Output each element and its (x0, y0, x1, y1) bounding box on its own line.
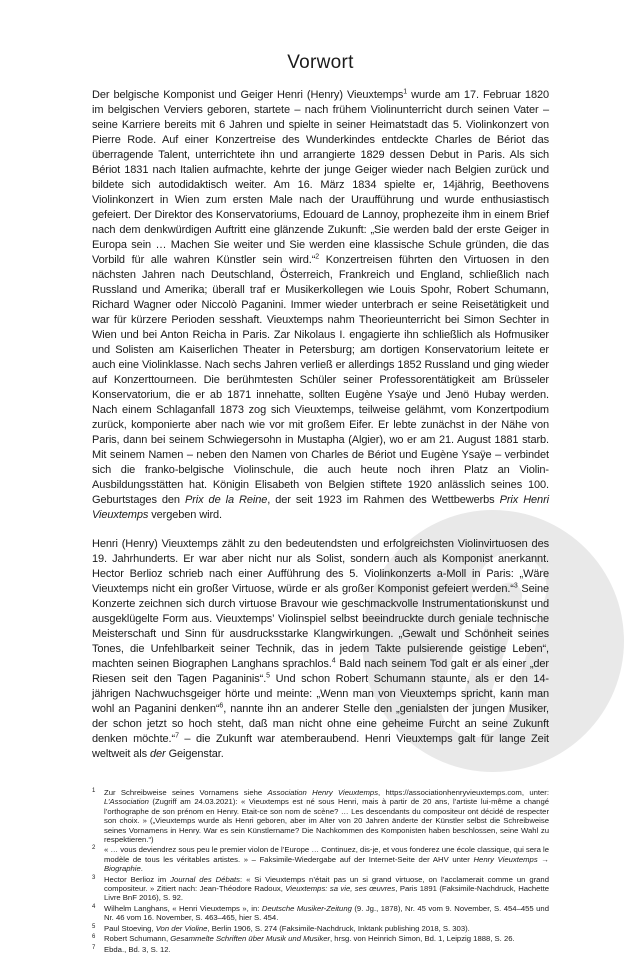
footnote-number: 2 (92, 845, 96, 852)
footnote (92, 904, 549, 923)
text-run: Und schon Robert Schumann staunte, als er den 14-jährigen Nachwuchsgeiger hörte und meinte: „Wenn man von Vieuxtemps spricht, kann man wohl an Paganini denken“ (92, 673, 549, 715)
italic-text: Prix de la Reine (184, 494, 268, 506)
text-run: , Paris 1891 (Faksimile-Nachdruck, Hachette Livre BnF 2016), S. 92. (104, 884, 549, 903)
footnote-ref: 2 (315, 253, 320, 261)
italic-text: Prix Henri Vieuxtemps (92, 494, 549, 521)
text-run: Der belgische Komponist und Geiger Henri (Henry) Vieuxtemps (92, 89, 404, 101)
text-run: Konzertreisen führten den Virtuosen in den nächsten Jahren nach Deutschland, Österreich, Frankreich und England, schließlich nach Russland und Amerika; überall traf er Musikerkollegen wie Louis Spohr, Robert Schumann, Richard Wagner oder Niccolò Paganini. Immer wieder unterbrach er seine Reisetätigkeit und war für kürzere Perioden sesshaft. Vieuxtemps nahm Theorieunterricht bei Simon Sechter in Wien und bei Anton Reicha in Paris. Zar Nikolaus I. engagierte ihn schließlich als Hofmusiker und Solisten am Kaiserlichen Theater in Petersburg; am dortigen Konservatorium leitete er auch eine Violinklasse. Nach sechs Jahren verließ er allerdings 1852 Russland und ging wieder auf Konzerttourneen. Die berühmtesten Schüler seiner Professorentätigkeit am Brüsseler Konservatorium, die er ab 1871 innehatte, sollten Eugène Ysaÿe und Jenö Hubay werden. Nach einem Schlaganfall 1873 zog sich Vieuxtemps, teilweise gelähmt, vom Konzertpodium zurück, komponierte aber nach wie vor mit großem Eifer. Er lebte zunächst in der Nähe von Paris, dann bei seinem Schwiegersohn in Mustapha (Algier), wo er am 21. August 1881 starb. Mit seinem Namen – neben den Namen von Charles de Bériot und Eugène Ysaÿe – verbindet sich die franko-belgische Violinschule, die auch heute noch ihren Platz an Violin-Ausbildungsstätten hat. Königin Elisabeth von Belgien stiftete 1920 anlässlich seines 100. Geburtstages den (92, 254, 549, 506)
italic-text: Von der Violine (155, 923, 208, 933)
paragraph (92, 537, 549, 762)
text-run: Wilhelm Langhans, « Henri Vieuxtemps », in: (104, 903, 262, 913)
text-run: Henri (Henry) Vieuxtemps zählt zu den bedeutendsten und erfolgreichsten Violinvirtuosen des 19. Jahrhunderts. Er war aber nicht nur als Solist, sondern auch als Komponist anerkannt. Hector Berlioz schrieb nach einer Aufführung des 5. Violinkonzerts a-Moll in Paris: „Wäre Vieuxtemps nicht ein großer Virtuose, würde er als großer Komponist gefeiert werden.“ (92, 538, 549, 595)
text-run: Paul Stoeving, (104, 923, 156, 933)
footnote (92, 875, 549, 903)
footnote-ref: 5 (266, 672, 270, 680)
footnote (92, 934, 549, 943)
footnote-number: 5 (92, 923, 96, 930)
footnotes (92, 788, 549, 954)
text-run: Bald nach seinem Tod galt er als einer „der Riesen seit den Tagen Paganinis“. (92, 658, 549, 685)
text-run: Seine Konzerte zeichnen sich durch virtuose Bravour wie geschmackvolle Instrumentationskunst und ausgeklügelte Form aus. Vieuxtemps’ Violinspiel selbst beeindruckte durch geniale technische Meisterschaft und Sinn für ausdrucksstarke Klangwirkungen. „Gewalt und Schönheit seines Tones, die Unfehlbarkeit seiner Technik, das in jedem Takte pulsierende geistige Leben“, machten seinen Biographen Langhans sprachlos. (92, 583, 549, 670)
italic-text: der (150, 748, 166, 760)
footnote (92, 924, 549, 933)
paragraph (92, 88, 549, 523)
footnote (92, 945, 549, 954)
footnote-number: 4 (92, 903, 96, 910)
text-run: : « Si Vieuxtemps n’était pas un si grand virtuose, on l’acclamerait comme un grand compositeur. » Zitiert nach: Jean-Théodore Radoux, (104, 874, 549, 894)
text-run: Geigenstar. (165, 748, 224, 760)
text-run: Ebda., Bd. 3, S. 12. (104, 944, 171, 954)
footnote (92, 788, 549, 844)
text-run: , https://associationhenryvieuxtemps.com, unter: (378, 788, 549, 797)
text-run: « … vous deviendrez sous peu le premier violon de l’Europe … Continuez, dis-je, et vous fonderez une école classique, qui sera le modèle de tous les véritables artistes. » – Faksimile-Wiedergabe auf der Internet-Seite der AHV unter (104, 845, 549, 864)
footnote-ref: 3 (513, 582, 518, 590)
italic-text: Deutsche Musiker-Zeitung (261, 903, 352, 913)
text-run: Hector Berlioz im (104, 874, 171, 884)
italic-text: Association Henry Vieuxtemps (267, 788, 379, 797)
text-run: , der seit 1923 im Rahmen des Wettbewerbs (267, 494, 500, 506)
text-run: Robert Schumann, (104, 934, 171, 944)
italic-text: Journal des Débats (170, 874, 240, 884)
italic-text: Gesammelte Schriften über Musik und Musiker (170, 934, 331, 944)
text-run: Zur Schreibweise seines Vornamens siehe (104, 788, 268, 797)
text-run: – die Zukunft war atemberaubend. Henri Vieuxtemps galt für lange Zeit weltweit als (92, 733, 549, 760)
text-run: (Zugriff am 24.03.2021): « Vieuxtemps est né sous Henri, mais à partir de 20 ans, l’artiste lui-même a changé l’orthographe de son prénom en Henry. Etait-ce son nom de scène? … Les descendants du compositeur ont décidé de respecter son choix. » („Vieuxtemps wurde als Henri geboren, aber im Alter von 20 Jahren änderte der Künstler selbst die Schreibweise seines Vornamens in Henry. War es sein Künstlername? Die Nachkommen des Komponisten haben beschlossen, seine Wahl zu respektieren.“) (104, 797, 549, 845)
text-run: . (140, 864, 143, 874)
text-run: , nannte ihn an anderer Stelle den „genialsten der jungen Musiker, der schon jetzt so hoch steht, daß man nicht ohne eine geheime Furcht an seine Zukunft denken möchte.“ (92, 703, 549, 745)
footnote-number: 3 (92, 874, 96, 881)
text-run: wurde am 17. Februar 1820 im belgischen Verviers geboren, startete – nach frühem Violinunterricht durch seinen Vater – seine Karriere bereits mit 6 Jahren und spielte in seiner Heimatstadt das 5. Violinkonzert von Pierre Rode. Auf einer Konzertreise des Wunderkindes entdeckte Charles de Bériot das überragende Talent, unterrichtete ihn und arrangierte 1829 dessen Debut in Paris. Als sich Bériot 1831 nach Italien aufmachte, kehrte der junge Geiger wieder nach Belgien zurück und bildete sich autodidaktisch weiter. Am 16. März 1834 spielte er, 14jährig, Beethovens Violinkonzert in Wien zum ersten Male nach der Uraufführung und wurde enthusiastisch gefeiert. Der Direktor des Konservatoriums, Edouard de Lannoy, prophezeite ihm in einem Brief nach dem denkwürdigen Auftritt eine glänzende Zukunft: „Sie werden bald der erste Geiger in Europa sein … Machen Sie weiter und Sie werden eine klassische Schule gründen, die das Vorbild für alle wahren Künstler sein wird.“ (92, 89, 550, 266)
body-text (92, 88, 549, 762)
footnote-number: 7 (92, 944, 96, 951)
footnote-ref: 1 (403, 88, 408, 96)
footnote-number: 6 (92, 934, 96, 941)
text-run: (9. Jg., 1878), Nr. 45 vom 9. November, S. 454–455 und Nr. 46 vom 16. November, S. 463–465, hier S. 454. (104, 903, 549, 923)
preface-page (92, 0, 549, 975)
footnote-ref: 6 (219, 702, 224, 710)
italic-text: L’Association (104, 797, 149, 807)
page-title: Vorwort (287, 52, 354, 73)
italic-text: Henry Vieuxtemps → Biographie (104, 854, 549, 874)
text-run: vergeben wird. (148, 509, 222, 521)
footnote-number: 1 (92, 788, 96, 794)
footnote-ref: 4 (331, 657, 336, 665)
text-run: , Berlin 1906, S. 274 (Faksimile-Nachdruck, Inktank publishing 2018, S. 303). (207, 923, 470, 933)
italic-text: Vieuxtemps: sa vie, ses œuvres (285, 884, 396, 894)
footnote (92, 845, 549, 873)
text-run: , hrsg. von Heinrich Simon, Bd. 1, Leipzig 1888, S. 26. (330, 934, 515, 944)
footnote-ref: 7 (175, 732, 179, 740)
